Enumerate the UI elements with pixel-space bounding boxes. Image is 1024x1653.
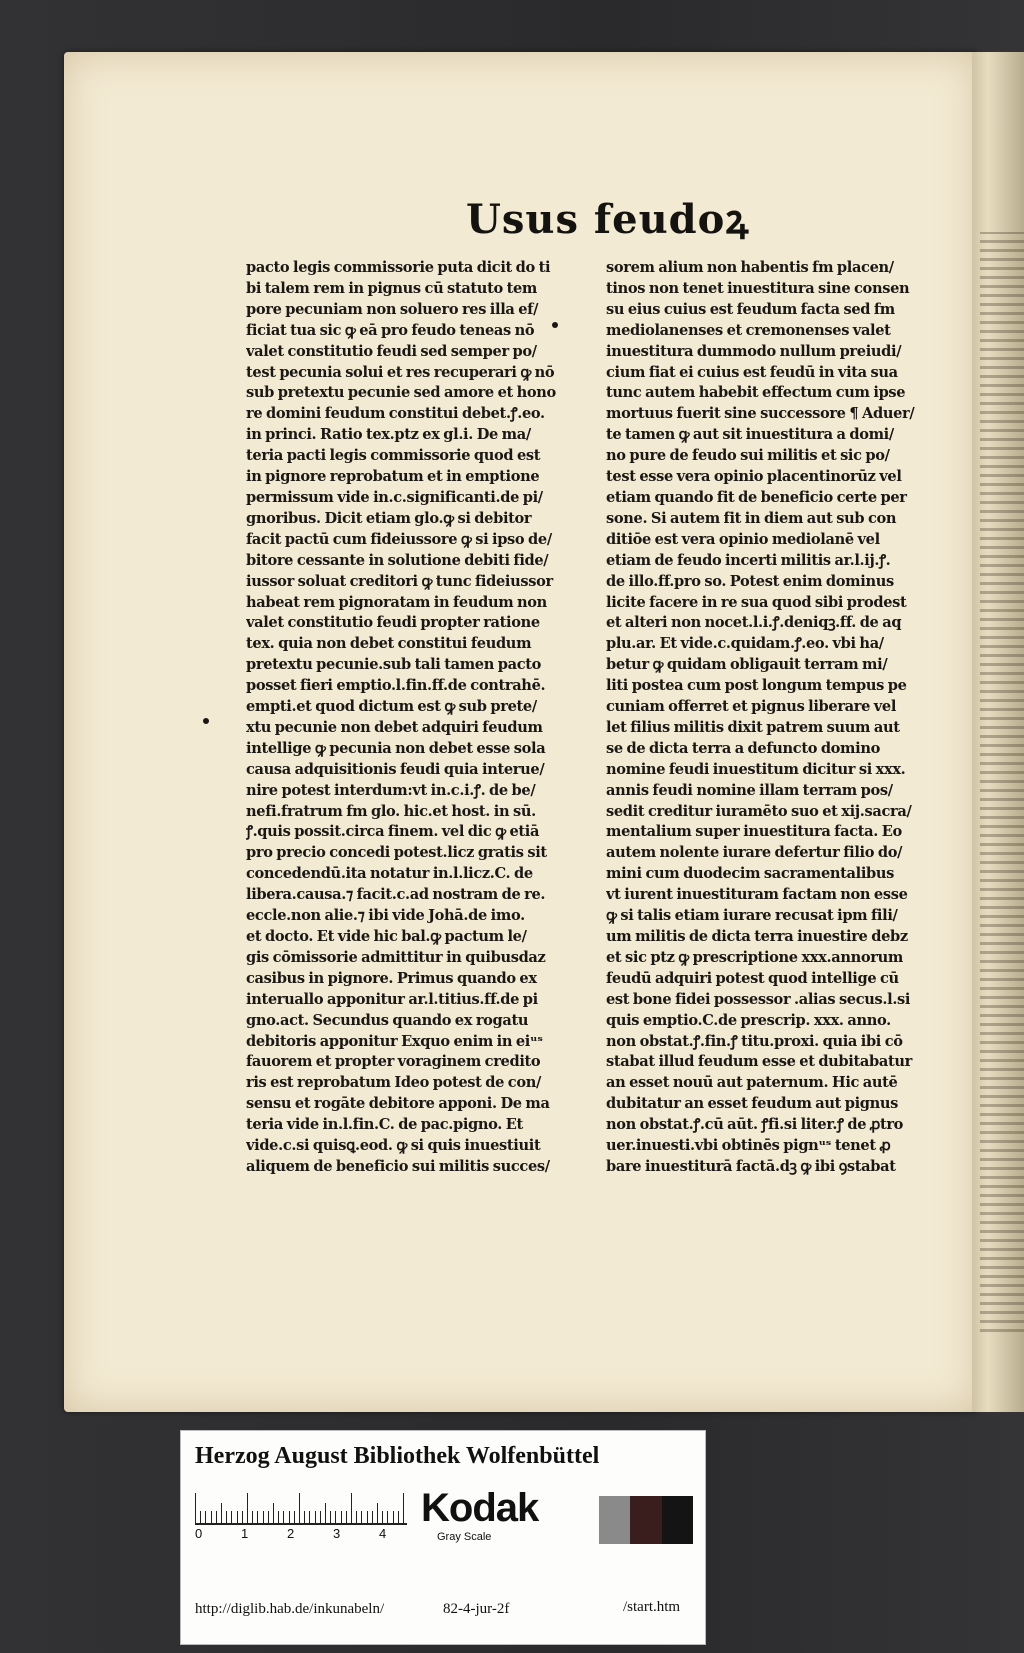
- text-line: casibus in pignore. Primus quando ex: [246, 969, 537, 987]
- text-line: bare inuestiturā factā.dꝫ ꝙ ibi ꝯstabat: [606, 1157, 896, 1175]
- text-line: ris est reprobatum Ideo potest de con/: [246, 1074, 541, 1092]
- text-line: in princi. Ratio tex.ptz ex gl.i. De ma/: [246, 426, 531, 444]
- text-line: annis feudi nomine illam terram pos/: [606, 781, 893, 799]
- text-line: betur ꝙ quidam obligauit terram mi/: [606, 656, 888, 674]
- facing-page-text-bleed: [980, 232, 1024, 1332]
- left-text-column: [246, 258, 571, 1178]
- gray-scale-label: Gray Scale: [437, 1531, 492, 1543]
- text-line: teria pacti legis commissorie quod est: [246, 447, 541, 465]
- ruler-tick: [195, 1493, 196, 1523]
- text-line: valet constitutio feudi propter ratione: [246, 614, 540, 632]
- text-line: sub pretextu pecunie sed amore et hono: [246, 384, 556, 402]
- text-line: gis cōmissorie admittitur in quibusdaz: [246, 948, 546, 966]
- margin-dot: [552, 322, 558, 328]
- ruler-tick: [356, 1511, 357, 1523]
- ruler-tick: [237, 1511, 238, 1523]
- ruler-tick: [299, 1493, 300, 1523]
- start-page-link: /start.htm: [623, 1599, 681, 1615]
- digital-library-url: http://diglib.hab.de/inkunabeln/: [195, 1601, 385, 1617]
- text-line: iussor soluat creditori ꝙ tunc fideiussor: [246, 572, 553, 590]
- text-line: licite facere in re sua quod sibi prodest: [606, 593, 907, 611]
- text-line: etiam quando fit de beneficio certe per: [606, 488, 907, 506]
- text-line: stabat illud feudum esse et dubitabatur: [606, 1053, 912, 1071]
- ruler-tick: [346, 1511, 347, 1523]
- ruler-tick: [226, 1511, 227, 1523]
- maroon-swatch: [630, 1496, 661, 1544]
- text-line: posset fieri emptio.l.fin.ff.de contrahē.: [246, 677, 546, 695]
- text-line: non obstat.ꝭ.cū aūt. ꝭfi.si liter.ꝭ de ꝓtro: [606, 1116, 904, 1134]
- text-line: cium fiat ei cuius est feudū in vita sua: [606, 363, 898, 381]
- ruler-tick: [372, 1511, 373, 1523]
- text-line: nire potest interdum:vt in.c.i.ꝭ. de be/: [246, 781, 536, 799]
- text-line: feudū adquiri potest quod intellige cū: [606, 969, 899, 987]
- text-line: et sic ptz ꝙ prescriptione xxx.annorum: [606, 948, 903, 966]
- text-line: test pecunia solui et res recuperari ꝙ nō: [246, 363, 555, 381]
- ruler-number: 3: [333, 1526, 341, 1541]
- text-line: eccle.non alie.⁊ ibi vide Johā.de imo.: [246, 907, 525, 925]
- shelfmark: 82-4-jur-2f: [443, 1601, 510, 1617]
- text-line: bi talem rem in pignus cū statuto tem: [246, 279, 537, 297]
- ruler-number: 1: [241, 1526, 249, 1541]
- text-line: let filius militis dixit patrem suum aut: [606, 718, 900, 736]
- library-name: Herzog August Bibliothek Wolfenbüttel: [195, 1443, 600, 1469]
- ruler-tick: [341, 1511, 342, 1523]
- ruler-tick: [268, 1511, 269, 1523]
- text-line: uer.inuesti.vbi obtinēs pignᵘˢ tenet ꝓ: [606, 1137, 891, 1155]
- ruler-tick: [377, 1503, 378, 1523]
- ruler-tick: [283, 1511, 284, 1523]
- text-line: su eius cuius est feudum facta sed fm: [606, 300, 895, 318]
- ruler-tick: [294, 1511, 295, 1523]
- text-line: aliquem de beneficio sui militis succes/: [246, 1157, 550, 1175]
- ruler-tick: [211, 1511, 212, 1523]
- text-line: habeat rem pignoratam in feudum non: [246, 593, 547, 611]
- gray-swatches: [599, 1496, 693, 1544]
- text-line: de illo.ff.pro so. Potest enim dominus: [606, 572, 894, 590]
- ruler-tick: [387, 1511, 388, 1523]
- text-line: pacto legis commissorie puta dicit do ti: [246, 259, 551, 276]
- ruler-tick: [393, 1511, 394, 1523]
- black-swatch: [662, 1496, 693, 1544]
- kodak-logo: Kodak: [421, 1486, 539, 1530]
- text-line: ꝭ.quis possit.circa finem. vel dic ꝙ etiā: [246, 823, 540, 841]
- text-line: ficiat tua sic ꝙ eā pro feudo teneas nō: [246, 321, 535, 339]
- text-line: sedit creditur iuramēto suo et xij.sacra/: [606, 802, 912, 820]
- scale-ruler: [195, 1491, 407, 1525]
- text-line: vt iurent inuestituram factam non esse: [606, 886, 908, 904]
- text-line: etiam de feudo incerti militis ar.l.ij.ꝭ.: [606, 551, 891, 569]
- text-line: bitore cessante in solutione debiti fide/: [246, 551, 549, 569]
- color-target-card: [180, 1430, 706, 1645]
- text-line: tex. quia non debet constitui feudum: [246, 635, 532, 653]
- text-line: cuniam offerret et pignus liberare vel: [606, 698, 897, 716]
- ruler-tick: [257, 1511, 258, 1523]
- ruler-tick: [361, 1511, 362, 1523]
- margin-dot: [203, 718, 209, 724]
- ruler-tick: [273, 1503, 274, 1523]
- ruler-tick: [382, 1511, 383, 1523]
- text-line: pro precio concedi potest.licz gratis sit: [246, 844, 547, 862]
- ruler-tick: [304, 1511, 305, 1523]
- ruler-tick: [367, 1511, 368, 1523]
- text-line: ꝙ si talis etiam iurare recusat ipm fili/: [606, 907, 898, 925]
- text-line: non obstat.ꝭ.fin.ꝭ titu.proxi. quia ibi cō: [606, 1032, 903, 1050]
- facing-page-edge: [972, 52, 1024, 1412]
- ruler-tick: [200, 1511, 201, 1523]
- right-text-column: [606, 258, 931, 1178]
- text-line: et docto. Et vide hic bal.ꝙ pactum le/: [246, 928, 527, 945]
- text-line: quis emptio.C.de prescrip. xxx. anno.: [606, 1011, 891, 1029]
- text-line: autem nolente iurare defertur filio do/: [606, 844, 903, 862]
- text-line: test esse vera opinio placentinorūz vel: [606, 468, 902, 486]
- ruler-tick: [278, 1511, 279, 1523]
- text-line: in pignore reprobatum et in emptione: [246, 468, 540, 486]
- text-line: se de dicta terra a defuncto domino: [606, 739, 880, 757]
- text-line: liti postea cum post longum tempus pe: [606, 677, 907, 695]
- text-line: valet constitutio feudi sed semper po/: [246, 342, 537, 360]
- ruler-tick: [351, 1493, 352, 1523]
- ruler-tick: [403, 1493, 404, 1523]
- ruler-tick: [398, 1511, 399, 1523]
- text-line: nefi.fratrum fm glo. hic.et host. in sū.: [246, 802, 536, 820]
- ruler-tick: [216, 1511, 217, 1523]
- ruler-tick: [325, 1503, 326, 1523]
- text-line: sone. Si autem fit in diem aut sub con: [606, 509, 897, 527]
- text-line: tunc autem habebit effectum cum ipse: [606, 384, 906, 402]
- ruler-tick: [231, 1511, 232, 1523]
- text-line: xtu pecunie non debet adquiri feudum: [246, 718, 543, 736]
- text-line: te tamen ꝙ aut sit inuestitura a domi/: [606, 426, 894, 444]
- ruler-tick: [252, 1511, 253, 1523]
- text-line: vide.c.si quisꝗ.eod. ꝙ si quis inuestiuit: [246, 1137, 541, 1155]
- ruler-number: 4: [379, 1526, 387, 1541]
- ruler-tick: [335, 1511, 336, 1523]
- ruler-tick: [309, 1511, 310, 1523]
- text-line: causa adquisitionis feudi quia interue/: [246, 760, 545, 778]
- text-line: pore pecuniam non soluero res illa ef/: [246, 300, 539, 318]
- text-line: gno.act. Secundus quando ex rogatu: [246, 1011, 529, 1029]
- text-line: debitoris apponitur Exquo enim in eiᵘˢ: [246, 1032, 543, 1050]
- text-line: nomine feudi inuestitum dicitur si xxx.: [606, 760, 906, 778]
- text-line: et alteri non nocet.l.i.ꝭ.deniqꝫ.ff. de aq: [606, 614, 902, 632]
- text-line: dubitatur an esset feudum aut pignus: [606, 1095, 899, 1113]
- text-line: libera.causa.⁊ facit.c.ad nostram de re.: [246, 886, 546, 904]
- text-line: permissum vide in.c.significanti.de pi/: [246, 488, 543, 506]
- text-line: tinos non tenet inuestitura sine consen: [606, 279, 910, 297]
- text-line: um militis de dicta terra inuestire debz: [606, 928, 908, 945]
- text-line: interuallo apponitur ar.l.titius.ff.de pi: [246, 990, 538, 1008]
- running-head-text: Usus feudoꝝ: [466, 196, 750, 243]
- text-line: sensu et rogāte debitore apponi. De ma: [246, 1095, 550, 1113]
- text-line: mini cum duodecim sacramentalibus: [606, 865, 895, 883]
- text-line: intellige ꝙ pecunia non debet esse sola: [246, 739, 546, 757]
- text-line: mortuus fuerit sine successore ¶ Aduer/: [606, 405, 915, 423]
- ruler-number: 0: [195, 1526, 203, 1541]
- text-line: empti.et quod dictum est ꝙ sub prete/: [246, 698, 537, 716]
- text-line: facit pactū cum fideiussore ꝙ si ipso de/: [246, 530, 552, 548]
- text-line: no pure de feudo sui militis et sic po/: [606, 447, 890, 465]
- text-line: gnoribus. Dicit etiam glo.ꝙ si debitor: [246, 509, 532, 527]
- ruler-tick: [263, 1511, 264, 1523]
- ruler-tick: [221, 1503, 222, 1523]
- text-line: inuestitura dummodo nullum preiudi/: [606, 342, 902, 360]
- text-line: pretextu pecunie.sub tali tamen pacto: [246, 656, 542, 674]
- ruler-number: 2: [287, 1526, 295, 1541]
- gray-swatch: [599, 1496, 630, 1544]
- text-line: an esset nouū aut paternum. Hic autē: [606, 1074, 898, 1092]
- text-line: sorem alium non habentis fm placen/: [606, 259, 894, 276]
- ruler-tick: [289, 1511, 290, 1523]
- text-line: plu.ar. Et vide.c.quidam.ꝭ.eo. vbi ha/: [606, 635, 884, 653]
- ruler-tick: [315, 1511, 316, 1523]
- text-line: ditiōe est vera opinio mediolanē vel: [606, 530, 880, 548]
- ruler-tick: [242, 1511, 243, 1523]
- text-line: teria vide in.l.fin.C. de pac.pigno. Et: [246, 1116, 523, 1134]
- ruler-tick: [330, 1511, 331, 1523]
- ruler-tick: [320, 1511, 321, 1523]
- text-line: fauorem et propter voraginem credito: [246, 1053, 541, 1071]
- ruler-tick: [247, 1493, 248, 1523]
- text-line: re domini feudum constitui debet.ꝭ.eo.: [246, 405, 545, 423]
- text-line: est bone fidei possessor .alias secus.l.si: [606, 990, 911, 1008]
- text-line: concedendū.ita notatur in.l.licz.C. de: [246, 865, 533, 883]
- text-line: mediolanenses et cremonenses valet: [606, 321, 891, 339]
- text-line: mentalium super inuestitura facta. Eo: [606, 823, 902, 841]
- ruler-tick: [205, 1511, 206, 1523]
